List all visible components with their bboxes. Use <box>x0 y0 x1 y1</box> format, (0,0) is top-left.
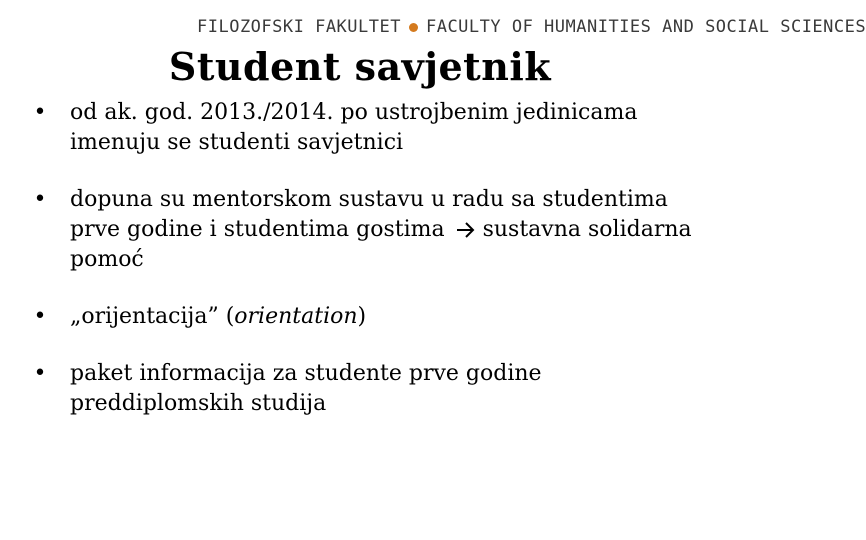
bullet-item <box>30 185 700 275</box>
header-left-text: FILOZOFSKI FAKULTET <box>197 17 401 37</box>
slide-title <box>0 44 720 89</box>
bullet-marker: • <box>33 304 47 329</box>
bullet-item <box>30 302 700 332</box>
bullet-text-end: ) <box>357 304 367 329</box>
bullet-list <box>30 98 700 446</box>
faculty-header-logo <box>197 14 866 40</box>
bullet-item <box>30 98 700 158</box>
bullet-text: od ak. god. 2013./2014. po ustrojbenim jedinicama imenuju se studenti savjetnici <box>70 100 638 155</box>
bullet-text-continued: sustavna solidarna pomoć <box>70 217 692 272</box>
bullet-text: dopuna su mentorskom sustavu u radu sa studentima prve godine i studentima gostima <box>70 187 668 242</box>
slide-title-text: Student savjetnik <box>168 44 552 89</box>
bullet-text: „orijentacija” ( <box>70 304 235 329</box>
bullet-marker: • <box>33 361 47 386</box>
bullet-marker: • <box>33 100 47 125</box>
bullet-marker: • <box>33 187 47 212</box>
bullet-item <box>30 359 700 419</box>
right-arrow-icon <box>456 221 476 239</box>
header-right-text: FACULTY OF HUMANITIES AND SOCIAL SCIENCES <box>425 17 866 37</box>
bullet-italic-text: orientation <box>234 304 358 329</box>
bullet-text: paket informacija za studente prve godine preddiplomskih studija <box>70 361 542 416</box>
logo-dot-icon <box>409 23 418 32</box>
